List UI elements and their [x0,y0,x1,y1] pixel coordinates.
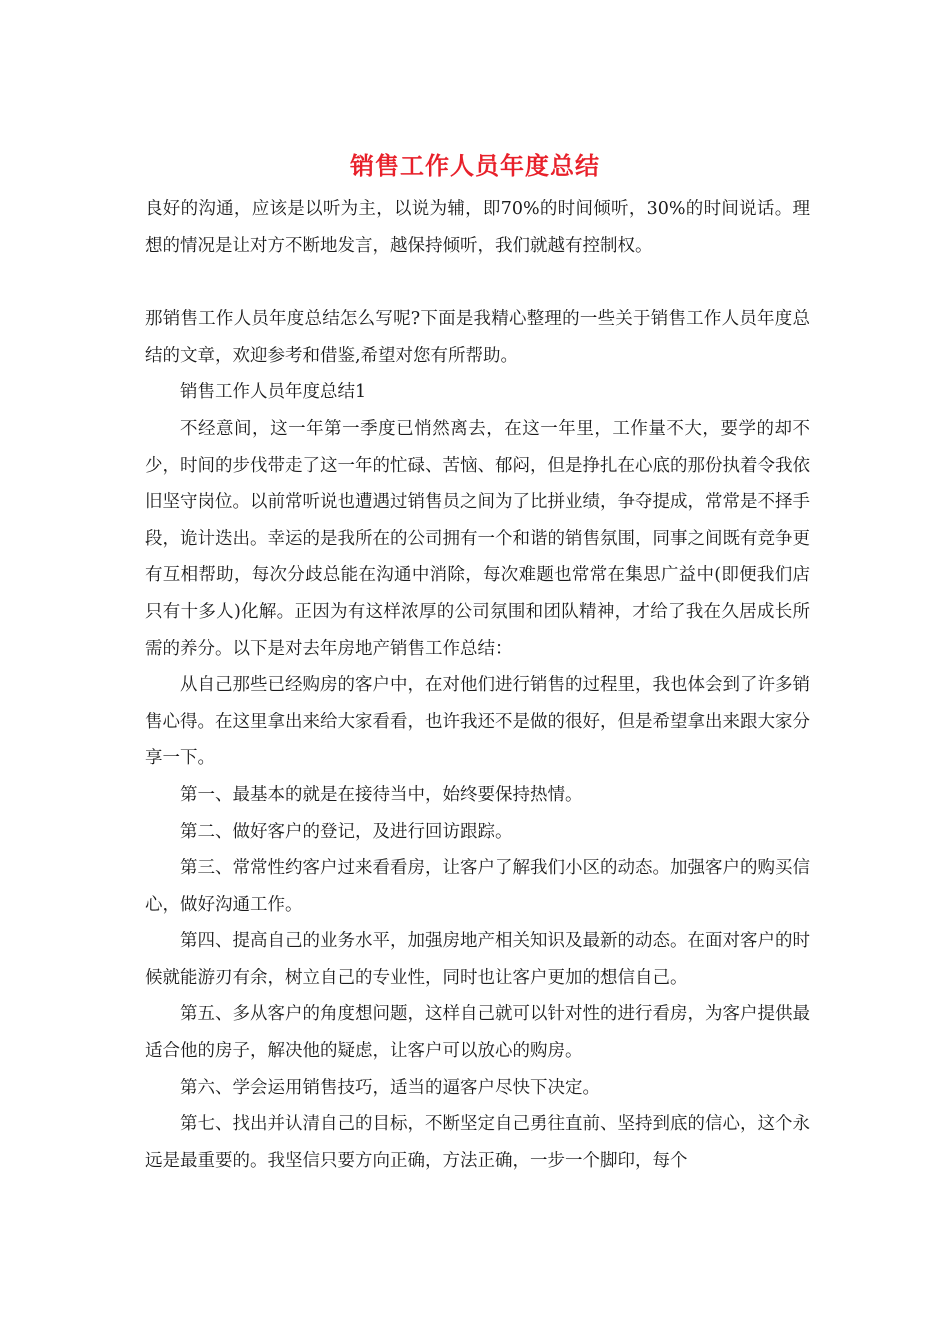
list-item-second: 第二、做好客户的登记，及进行回访跟踪。 [180,821,513,842]
list-item-third: 第三、常常性约客户过来看看房，让客户了解我们小区的动态。加强客户的购买信心，做好沟通工作。 [145,858,810,915]
document-body [145,191,810,1179]
list-item-first: 第一、最基本的就是在接待当中，始终要保持热情。 [180,784,583,805]
paragraph-spacer [145,264,810,301]
document-title: 销售工作人员年度总结 [350,151,600,180]
paragraph-intro-listening: 良好的沟通，应该是以听为主，以说为辅，即70%的时间倾听，30%的时间说话。理想的情况是让对方不断地发言，越保持倾听，我们就越有控制权。 [145,199,810,256]
list-item-seventh: 第七、找出并认清自己的目标，不断坚定自己勇往直前、坚持到底的信心，这个永远是最重要的。我坚信只要方向正确，方法正确，一步一个脚印，每个 [145,1114,810,1171]
paragraph-body: 从自己那些已经购房的客户中，在对他们进行销售的过程里，我也体会到了许多销售心得。在这里拿出来给大家看看，也许我还不是做的很好，但是希望拿出来跟大家分享一下。 [145,675,810,769]
section-heading: 销售工作人员年度总结1 [180,382,367,403]
paragraph-body: 不经意间，这一年第一季度已悄然离去，在这一年里，工作量不大，要学的却不少，时间的步伐带走了这一年的忙碌、苦恼、郁闷，但是挣扎在心底的那份执着令我依旧坚守岗位。以前常听说也遭遇过销售员之间为了比拼业绩，争夺提成，常常是不择手段，诡计迭出。幸运的是我所在的公司拥有一个和谐的销售氛围，同事之间既有竞争更有互相帮助，每次分歧总能在沟通中消除，每次难题也常常在集思广益中(即便我们店只有十多人)化解。正因为有这样浓厚的公司氛围和团队精神，才给了我在久居成长所需的养分。以下是对去年房地产销售工作总结： [145,418,810,659]
paragraph-intro-summary: 那销售工作人员年度总结怎么写呢?下面是我精心整理的一些关于销售工作人员年度总结的文章，欢迎参考和借鉴,希望对您有所帮助。 [145,309,810,366]
list-item-fourth: 第四、提高自己的业务水平，加强房地产相关知识及最新的动态。在面对客户的时候就能游刃有余，树立自己的专业性，同时也让客户更加的想信自己。 [145,931,810,988]
list-item-fifth: 第五、多从客户的角度想问题，这样自己就可以针对性的进行看房，为客户提供最适合他的房子，解决他的疑虑，让客户可以放心的购房。 [145,1004,810,1062]
list-item-sixth: 第六、学会运用销售技巧，适当的逼客户尽快下决定。 [180,1077,600,1098]
